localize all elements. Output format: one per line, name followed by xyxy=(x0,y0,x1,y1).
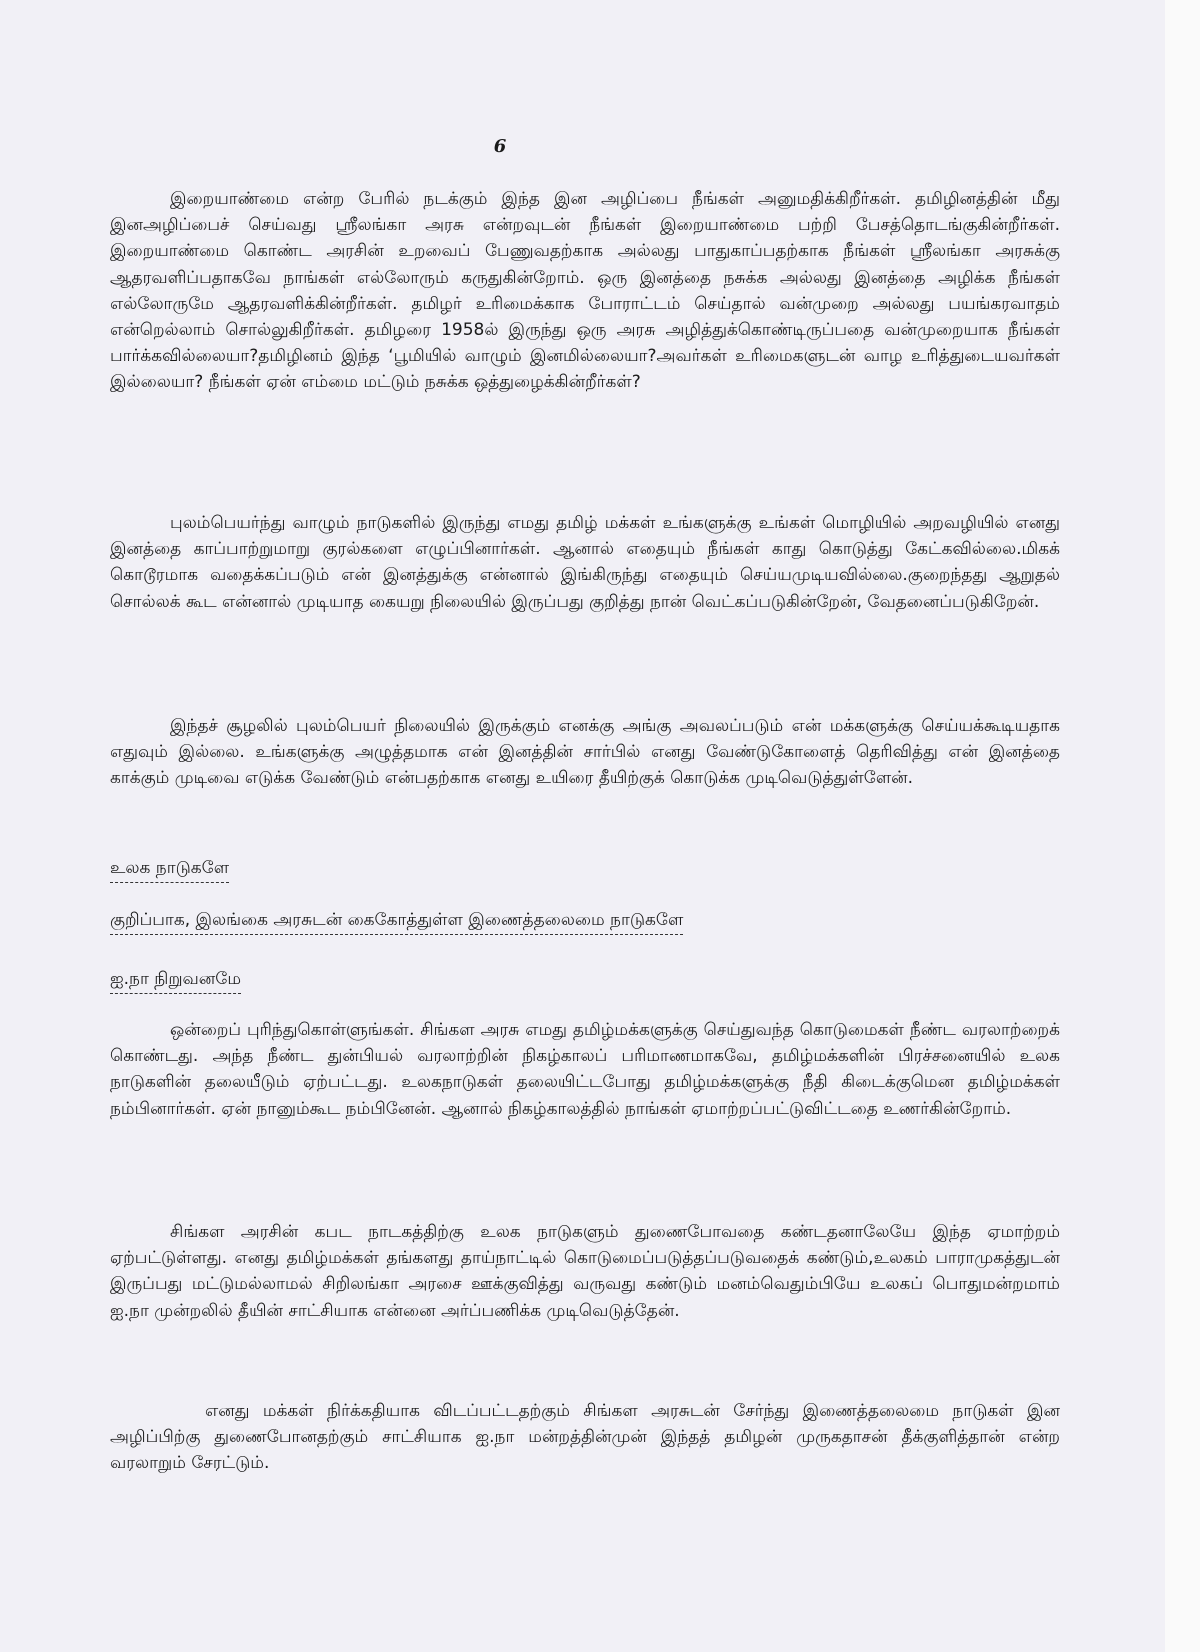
paragraph-understand: ஒன்றைப் புரிந்துகொள்ளுங்கள். சிங்கள அரசு எமது தமிழ்மக்களுக்கு செய்துவந்த கொடுமைகள் நீண்ட வரலாற்றைக் கொண்டது. அந்த நீண்ட துன்பியல் வரலாற்றின் நிகழ்காலப் பரிமாணமாகவே, தமிழ்மக்களின் பிரச்சனையில் உலக நாடுகளின் தலையீடும் ஏற்பட்டது. உலகநாடுகள் தலையிட்டபோது தமிழ்மக்களுக்கு நீதி கிடைக்குமென தமிழ்மக்கள் நம்பினார்கள். ஏன் நானும்கூட நம்பினேன். ஆனால் நிகழ்காலத்தில் நாங்கள் ஏமாற்றப்பட்டுவிட்டதை உணர்கின்றோம். xyxy=(110,1020,1060,1119)
paragraph-decision: இந்தச் சூழலில் புலம்பெயர் நிலையில் இருக்கும் எனக்கு அங்கு அவலப்படும் என் மக்களுக்கு செய்யக்கூடியதாக எதுவும் இல்லை. உங்களுக்கு அழுத்தமாக என் இனத்தின் சார்பில் எனது வேண்டுகோளைத் தெரிவித்து என் இனத்தை காக்கும் முடிவை எடுக்க வேண்டும் என்பதற்காக எனது உயிரை தீயிற்குக் கொடுக்க முடிவெடுத்துள்ளேன். xyxy=(110,716,1060,789)
heading-world-nations: உலக நாடுகளே xyxy=(110,856,229,883)
page-edge xyxy=(1165,0,1200,1652)
paragraph-diaspora: புலம்பெயர்ந்து வாழும் நாடுகளில் இருந்து எமது தமிழ் மக்கள் உங்களுக்கு உங்கள் மொழியில் அறவழியில் எனது இனத்தை காப்பாற்றுமாறு குரல்களை எழுப்பினார்கள். ஆனால் எதையும் நீங்கள் காது கொடுத்து கேட்கவில்லை.மிகக் கொடூரமாக வதைக்கப்படும் என் இனத்துக்கு என்னால் இங்கிருந்து எதையும் செய்யமுடியவில்லை.குறைந்தது ஆறுதல் சொல்லக் கூட என்னால் முடியாத கையறு நிலையில் இருப்பது குறித்து நான் வெட்கப்படுகின்றேன், வேதனைப்படுகிறேன். xyxy=(110,513,1060,612)
heading-un: ஐ.நா நிறுவனமே xyxy=(110,967,241,994)
paragraph-sovereignty: இறையாண்மை என்ற பேரில் நடக்கும் இந்த இன அழிப்பை நீங்கள் அனுமதிக்கிறீர்கள். தமிழினத்தின் மீது இனஅழிப்பைச் செய்வது ஸ்ரீலங்கா அரசு என்றவுடன் நீங்கள் இறையாண்மை பற்றி பேசத்தொடங்குகின்றீர்கள். இறையாண்மை கொண்ட அரசின் உறவைப் பேணுவதற்காக அல்லது பாதுகாப்பதற்காக நீங்கள் ஸ்ரீலங்கா அரசுக்கு ஆதரவளிப்பதாகவே நாங்கள் எல்லோரும் கருதுகின்றோம். ஒரு இனத்தை நசுக்க அல்லது இனத்தை அழிக்க நீங்கள் எல்லோருமே ஆதரவளிக்கின்றீர்கள். தமிழர் உரிமைக்காக போராட்டம் செய்தால் வன்முறை அல்லது பயங்கரவாதம் என்றெல்லாம் சொல்லுகிறீர்கள். தமிழரை 1958ல் இருந்து ஒரு அரசு அழித்துக்கொண்டிருப்பதை வன்முறையாக நீங்கள் பார்க்கவில்லையா?தமிழினம் இந்த ‘பூமியில் வாழும் இனமில்லையா?அவர்கள் உரிமைகளுடன் வாழ உரித்துடையவர்கள் இல்லையா? நீங்கள் ஏன் எம்மை மட்டும் நசுக்க ஒத்துழைக்கின்றீர்கள்? xyxy=(110,189,1060,393)
paragraph-testimony: எனது மக்கள் நிர்க்கதியாக விடப்பட்டதற்கும் சிங்கள அரசுடன் சேர்ந்து இணைத்தலைமை நாடுகள் இன அழிப்பிற்கு துணைபோனதற்கும் சாட்சியாக ஐ.நா மன்றத்தின்முன் இந்தத் தமிழன் முருகதாசன் தீக்குளித்தான் என்ற வரலாறும் சேரட்டும். xyxy=(110,1401,1060,1474)
paragraph-deception: சிங்கள அரசின் கபட நாடகத்திற்கு உலக நாடுகளும் துணைபோவதை கண்டதனாலேயே இந்த ஏமாற்றம் ஏற்பட்டுள்ளது. எனது தமிழ்மக்கள் தங்களது தாய்நாட்டில் கொடுமைப்படுத்தப்படுவதைக் கண்டும்,உலகம் பாராமுகத்துடன் இருப்பது மட்டுமல்லாமல் சிறிலங்கா அரசை ஊக்குவித்து வருவது கண்டும் மனம்வெதும்பியே உலகப் பொதுமன்றமாம் ஐ.நா முன்றலில் தீயின் சாட்சியாக என்னை அர்ப்பணிக்க முடிவெடுத்தேன். xyxy=(110,1222,1060,1321)
heading-cochair-nations: குறிப்பாக, இலங்கை அரசுடன் கைகோத்துள்ள இணைத்தலைமை நாடுகளே xyxy=(110,908,683,935)
page-number: 6 xyxy=(493,136,507,157)
